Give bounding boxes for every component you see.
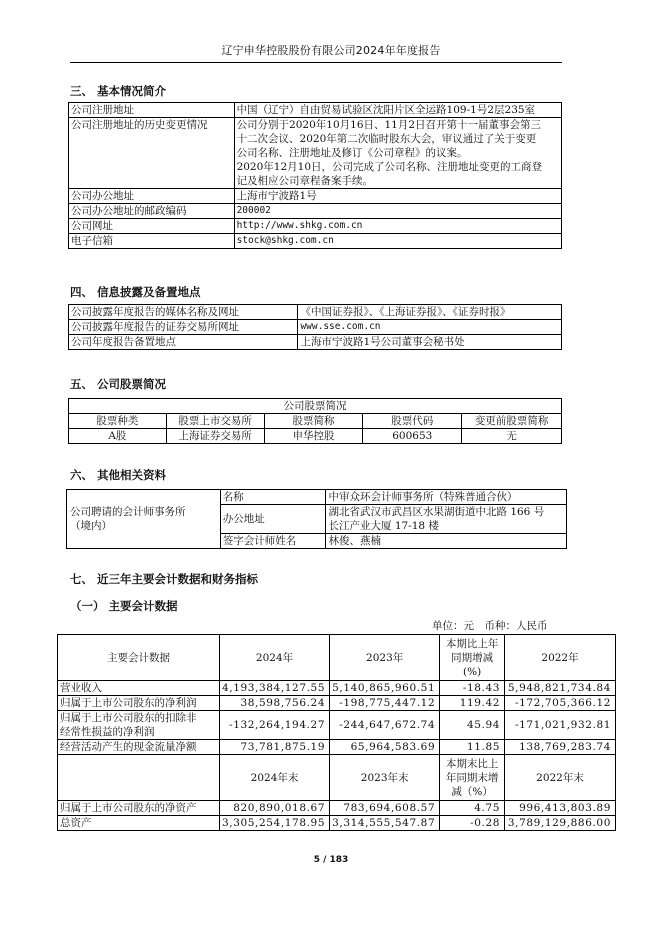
text-line: （境内） bbox=[70, 520, 112, 532]
table-row bbox=[69, 320, 562, 335]
column-header: 2022年末 bbox=[505, 755, 616, 801]
column-header: 2024年 bbox=[219, 635, 329, 681]
column-header: 主要会计数据 bbox=[58, 635, 220, 681]
table-cell: -18.43 bbox=[440, 681, 505, 696]
column-header bbox=[58, 755, 220, 801]
table-cell: -132,264,194.27 bbox=[219, 711, 329, 740]
table-cell: 3,305,254,178.95 bbox=[219, 816, 329, 831]
row-value: 《中国证券报》、《上海证券报》、《证券时报》 bbox=[298, 305, 562, 320]
field-value: 林俊、燕楠 bbox=[326, 534, 567, 549]
table-cell: 申华控股 bbox=[264, 429, 363, 444]
table-cell: 4,193,384,127.55 bbox=[219, 681, 329, 696]
text-line: 经常性损益的净利润 bbox=[60, 726, 155, 738]
stock-table bbox=[68, 398, 562, 444]
accounting-data-table bbox=[57, 634, 616, 831]
table-cell: 996,413,803.89 bbox=[505, 801, 616, 816]
section-disclosure-title: 四、 信息披露及备置地点 bbox=[70, 285, 201, 299]
unit-note: 单位：元 币种：人民币 bbox=[432, 620, 548, 632]
row-label: 公司年度报告备置地点 bbox=[69, 335, 298, 350]
row-label: 公司注册地址 bbox=[69, 103, 235, 118]
table-cell: 5,948,821,734.84 bbox=[505, 681, 616, 696]
subsection-accounting-data-title: （一） 主要会计数据 bbox=[70, 599, 178, 613]
table-cell: 上海证券交易所 bbox=[166, 429, 264, 444]
row-label: 公司披露年度报告的媒体名称及网址 bbox=[69, 305, 298, 320]
table-cell: -171,021,932.81 bbox=[505, 711, 616, 740]
row-label: 公司办公地址的邮政编码 bbox=[69, 204, 235, 219]
text-line: 归属于上市公司股东的扣除非 bbox=[60, 712, 197, 724]
row-label: 公司网址 bbox=[69, 219, 235, 234]
section-other-info-title: 六、 其他相关资料 bbox=[70, 468, 167, 482]
text-line: 2020年12月10日，公司完成了公司名称、注册地址变更的工商登 bbox=[236, 161, 543, 173]
column-header: 2023年 bbox=[330, 635, 440, 681]
row-value bbox=[234, 118, 561, 189]
text-line: 年同期末增 bbox=[445, 771, 499, 784]
text-line: 减（%） bbox=[451, 785, 493, 798]
row-label: 公司注册地址的历史变更情况 bbox=[69, 118, 235, 189]
text-line: 公司名称、注册地址及修订《公司章程》的议案。 bbox=[236, 147, 468, 159]
table-row bbox=[58, 681, 616, 696]
text-line: (%) bbox=[463, 665, 482, 678]
table-caption: 公司股票简况 bbox=[69, 399, 562, 414]
table-cell: 45.94 bbox=[440, 711, 505, 740]
row-label: 公司披露年度报告的证券交易所网址 bbox=[69, 320, 298, 335]
table-header-row bbox=[69, 414, 562, 429]
table-row bbox=[69, 219, 562, 234]
disclosure-table bbox=[68, 304, 562, 350]
column-header bbox=[440, 755, 505, 801]
table-row bbox=[58, 816, 616, 831]
table-cell: 119.42 bbox=[440, 696, 505, 711]
report-header: 辽宁申华控股股份有限公司2024年年度报告 bbox=[221, 44, 441, 57]
section-stock-title: 五、 公司股票简况 bbox=[70, 377, 167, 391]
text-line: 记及相应公司章程备案手续。 bbox=[236, 175, 374, 187]
table-row bbox=[58, 740, 616, 755]
header-rule bbox=[70, 62, 562, 63]
table-row bbox=[69, 118, 562, 189]
row-label bbox=[58, 711, 220, 740]
table-cell: 820,890,018.67 bbox=[219, 801, 329, 816]
field-label: 签字会计师姓名 bbox=[220, 534, 326, 549]
row-label: 归属于上市公司股东的净资产 bbox=[58, 801, 220, 816]
table-cell: 无 bbox=[462, 429, 562, 444]
column-header: 股票上市交易所 bbox=[166, 414, 264, 429]
text-line: 本期比上年 bbox=[445, 637, 499, 650]
row-value: 中国（辽宁）自由贸易试验区沈阳片区全运路109-1号2层235室 bbox=[234, 103, 561, 118]
table-cell: 783,694,608.57 bbox=[330, 801, 440, 816]
column-header bbox=[440, 635, 505, 681]
text-line: 长江产业大厦 17-18 楼 bbox=[328, 520, 439, 532]
row-value: 上海市宁波路1号公司董事会秘书处 bbox=[298, 335, 562, 350]
table-cell: -198,775,447.12 bbox=[330, 696, 440, 711]
table-row bbox=[69, 234, 562, 249]
row-label: 营业收入 bbox=[58, 681, 220, 696]
column-header: 2024年末 bbox=[219, 755, 329, 801]
column-header: 股票代码 bbox=[363, 414, 462, 429]
text-line: 本期末比上 bbox=[445, 757, 499, 770]
table-cell: 3,314,555,547.87 bbox=[330, 816, 440, 831]
column-header: 2022年 bbox=[505, 635, 616, 681]
row-label: 经营活动产生的现金流量净额 bbox=[58, 740, 220, 755]
field-label: 办公地址 bbox=[220, 505, 326, 534]
row-value: 上海市宁波路1号 bbox=[234, 189, 561, 204]
text-line: 同期增减 bbox=[451, 651, 494, 664]
text-line: 湖北省武汉市武昌区水果湖街道中北路 166 号 bbox=[328, 506, 545, 518]
table-cell: -0.28 bbox=[440, 816, 505, 831]
column-header: 股票简称 bbox=[264, 414, 363, 429]
section-basic-info-title: 三、 基本情况简介 bbox=[70, 84, 167, 98]
table-row bbox=[69, 305, 562, 320]
table-row bbox=[69, 335, 562, 350]
table-row bbox=[67, 490, 567, 505]
page-number: 5 / 183 bbox=[313, 855, 349, 865]
section-financial-title: 七、 近三年主要会计数据和财务指标 bbox=[70, 572, 259, 586]
table-cell: A股 bbox=[69, 429, 167, 444]
table-cell: 38,598,756.24 bbox=[219, 696, 329, 711]
table-cell: 65,964,583.69 bbox=[330, 740, 440, 755]
table-cell: 4.75 bbox=[440, 801, 505, 816]
row-label: 总资产 bbox=[58, 816, 220, 831]
row-label: 电子信箱 bbox=[69, 234, 235, 249]
text-line: 公司分别于2020年10月16日、11月2日召开第十一届董事会第三 bbox=[236, 119, 542, 131]
row-label bbox=[67, 490, 221, 549]
field-label: 名称 bbox=[220, 490, 326, 505]
table-cell: 73,781,875.19 bbox=[219, 740, 329, 755]
website-link[interactable]: http://www.shkg.com.cn bbox=[234, 219, 561, 234]
basic-info-table bbox=[68, 102, 562, 249]
row-label: 公司办公地址 bbox=[69, 189, 235, 204]
table-row bbox=[69, 189, 562, 204]
table-cell: 3,789,129,886.00 bbox=[505, 816, 616, 831]
table-cell: 5,140,865,960.51 bbox=[330, 681, 440, 696]
row-value: 200002 bbox=[234, 204, 561, 219]
table-row bbox=[58, 801, 616, 816]
table-row bbox=[69, 103, 562, 118]
table-cell: 600653 bbox=[363, 429, 462, 444]
table-cell: 11.85 bbox=[440, 740, 505, 755]
text-line: 十二次会议、2020年第二次临时股东大会，审议通过了关于变更 bbox=[236, 133, 537, 145]
auditor-table bbox=[66, 489, 567, 549]
table-cell: 138,769,283.74 bbox=[505, 740, 616, 755]
table-cell: -172,705,366.12 bbox=[505, 696, 616, 711]
text-line: 公司聘请的会计师事务所 bbox=[70, 506, 186, 518]
column-header: 股票种类 bbox=[69, 414, 167, 429]
field-value bbox=[326, 505, 567, 534]
column-header: 2023年末 bbox=[330, 755, 440, 801]
email-link[interactable]: stock@shkg.com.cn bbox=[234, 234, 561, 249]
table-cell: -244,647,672.74 bbox=[330, 711, 440, 740]
column-header: 变更前股票简称 bbox=[462, 414, 562, 429]
field-value: 中审众环会计师事务所（特殊普通合伙） bbox=[326, 490, 567, 505]
table-header-row bbox=[58, 755, 616, 801]
table-row bbox=[58, 711, 616, 740]
table-row bbox=[58, 696, 616, 711]
exchange-website-link[interactable]: www.sse.com.cn bbox=[298, 320, 562, 335]
table-header-row bbox=[58, 635, 616, 681]
table-caption-row bbox=[69, 399, 562, 414]
table-row bbox=[69, 204, 562, 219]
table-row bbox=[69, 429, 562, 444]
row-label: 归属于上市公司股东的净利润 bbox=[58, 696, 220, 711]
